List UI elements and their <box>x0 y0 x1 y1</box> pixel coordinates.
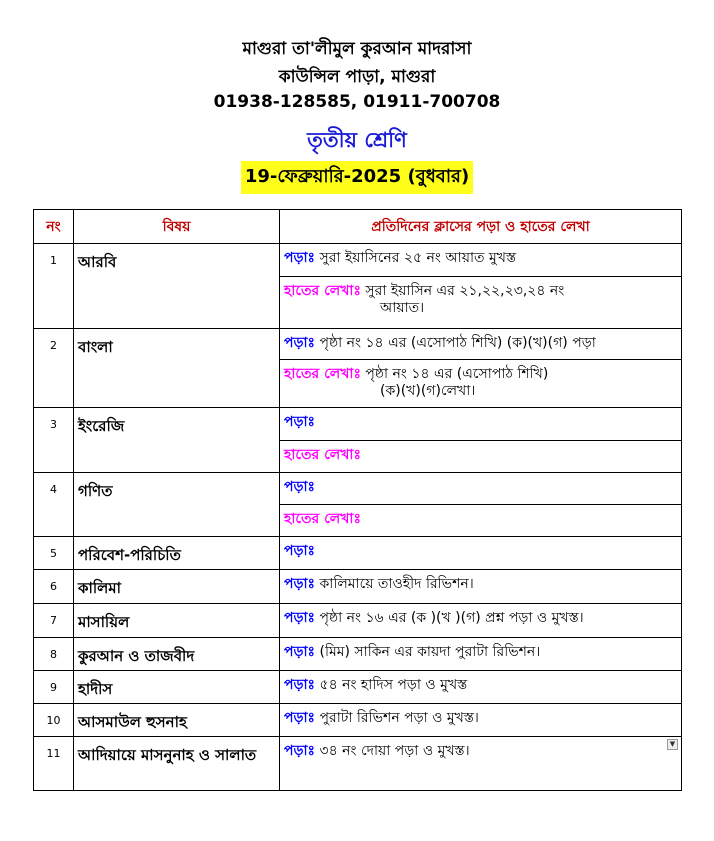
row-number: 4 <box>34 473 74 537</box>
table-row <box>34 671 682 704</box>
read-cell <box>280 408 682 441</box>
read-cell <box>280 537 682 570</box>
row-number: 7 <box>34 604 74 638</box>
table-row <box>34 329 682 360</box>
read-cell <box>280 329 682 360</box>
read-label: পড়াঃ <box>284 414 316 430</box>
read-label: পড়াঃ <box>284 543 316 559</box>
row-number: 3 <box>34 408 74 473</box>
table-row <box>34 737 682 791</box>
read-cell <box>280 604 682 638</box>
class-title: তৃতীয় শ্রেণি <box>307 128 407 152</box>
write-cell <box>280 505 682 537</box>
read-cell <box>280 638 682 671</box>
read-label: পড়াঃ <box>284 250 316 266</box>
header-no: নং <box>34 210 74 244</box>
row-subject: মাসায়িল <box>74 604 280 638</box>
write-text: সুরা ইয়াসিন এর ২১,২২,২৩,২৪ নং <box>365 283 565 299</box>
read-label: পড়াঃ <box>284 335 316 351</box>
row-number: 2 <box>34 329 74 408</box>
row-subject: পরিবেশ-পরিচিতি <box>74 537 280 570</box>
read-text: পৃষ্ঠা নং ১৪ এর (এসোপাঠ শিখি) (ক)(খ)(গ) পড়া <box>319 335 596 351</box>
read-cell <box>280 244 682 277</box>
row-number: 9 <box>34 671 74 704</box>
homework-table <box>33 209 682 791</box>
read-text: কালিমায়ে তাওহীদ রিভিশন। <box>319 576 474 592</box>
table-row <box>34 704 682 737</box>
read-text: ৩৪ নং দোয়া পড়া ও মুখস্ত। <box>319 743 470 759</box>
chevron-down-icon[interactable]: ▼ <box>667 739 678 750</box>
read-cell <box>280 473 682 505</box>
read-label: পড়াঃ <box>284 610 316 626</box>
read-cell <box>280 671 682 704</box>
read-text: পুরাটা রিভিশন পড়া ও মুখস্ত। <box>319 710 479 726</box>
school-address: কাউন্সিল পাড়া, মাগুরা <box>278 67 436 87</box>
write-label: হাতের লেখাঃ <box>284 283 361 299</box>
table-row <box>34 570 682 604</box>
row-subject: আদিয়ায়ে মাসনুনাহ ও সালাত <box>74 737 280 791</box>
school-phone: 01938-128585, 01911-700708 <box>213 92 501 112</box>
read-text: সুরা ইয়াসিনের ২৫ নং আয়াত মুখস্ত <box>319 250 517 266</box>
read-text: পৃষ্ঠা নং ১৬ এর (ক )(খ )(গ) প্রশ্ন পড়া ও মুখস্ত। <box>319 610 584 626</box>
row-subject: আসমাউল হুসনাহ <box>74 704 280 737</box>
write-cell <box>280 441 682 473</box>
row-subject: হাদীস <box>74 671 280 704</box>
row-subject: কুরআন ও তাজবীদ <box>74 638 280 671</box>
row-subject: গণিত <box>74 473 280 537</box>
table-row <box>34 473 682 505</box>
write-cell <box>280 360 682 408</box>
table-row <box>34 638 682 671</box>
header-work: প্রতিদিনের ক্লাসের পড়া ও হাতের লেখা <box>280 210 682 244</box>
write-text: পৃষ্ঠা নং ১৪ এর (এসোপাঠ শিখি) <box>365 366 549 382</box>
table-row <box>34 537 682 570</box>
date-wrap <box>0 161 714 194</box>
read-label: পড়াঃ <box>284 479 316 495</box>
write-text-cont: আয়াত। <box>380 300 425 316</box>
row-number: 11 <box>34 737 74 791</box>
row-subject: কালিমা <box>74 570 280 604</box>
write-text-cont: (ক)(খ)(গ)লেখা। <box>380 383 476 399</box>
read-cell <box>280 570 682 604</box>
row-number: 1 <box>34 244 74 329</box>
read-label: পড়াঃ <box>284 743 316 759</box>
read-label: পড়াঃ <box>284 710 316 726</box>
table-row <box>34 604 682 638</box>
write-label: হাতের লেখাঃ <box>284 511 361 527</box>
read-cell <box>280 704 682 737</box>
school-name: মাগুরা তা'লীমুল কুরআন মাদরাসা <box>242 39 472 59</box>
table-header-row <box>34 210 682 244</box>
row-number: 8 <box>34 638 74 671</box>
row-number: 5 <box>34 537 74 570</box>
row-subject: আরবি <box>74 244 280 329</box>
row-number: 10 <box>34 704 74 737</box>
table-row <box>34 244 682 277</box>
read-label: পড়াঃ <box>284 576 316 592</box>
read-label: পড়াঃ <box>284 644 316 660</box>
write-label: হাতের লেখাঃ <box>284 366 361 382</box>
row-subject: বাংলা <box>74 329 280 408</box>
header-subject: বিষয় <box>74 210 280 244</box>
row-subject: ইংরেজি <box>74 408 280 473</box>
read-text: ৫৪ নং হাদিস পড়া ও মুখস্ত <box>319 677 468 693</box>
read-cell <box>280 737 682 791</box>
row-number: 6 <box>34 570 74 604</box>
read-text: (মিম) সাকিন এর কায়দা পুরাটা রিভিশন। <box>319 644 541 660</box>
table-row <box>34 408 682 441</box>
write-label: হাতের লেখাঃ <box>284 447 361 463</box>
read-label: পড়াঃ <box>284 677 316 693</box>
date-highlight: 19-ফেব্রুয়ারি-2025 (বুধবার) <box>241 161 473 194</box>
write-cell <box>280 277 682 329</box>
